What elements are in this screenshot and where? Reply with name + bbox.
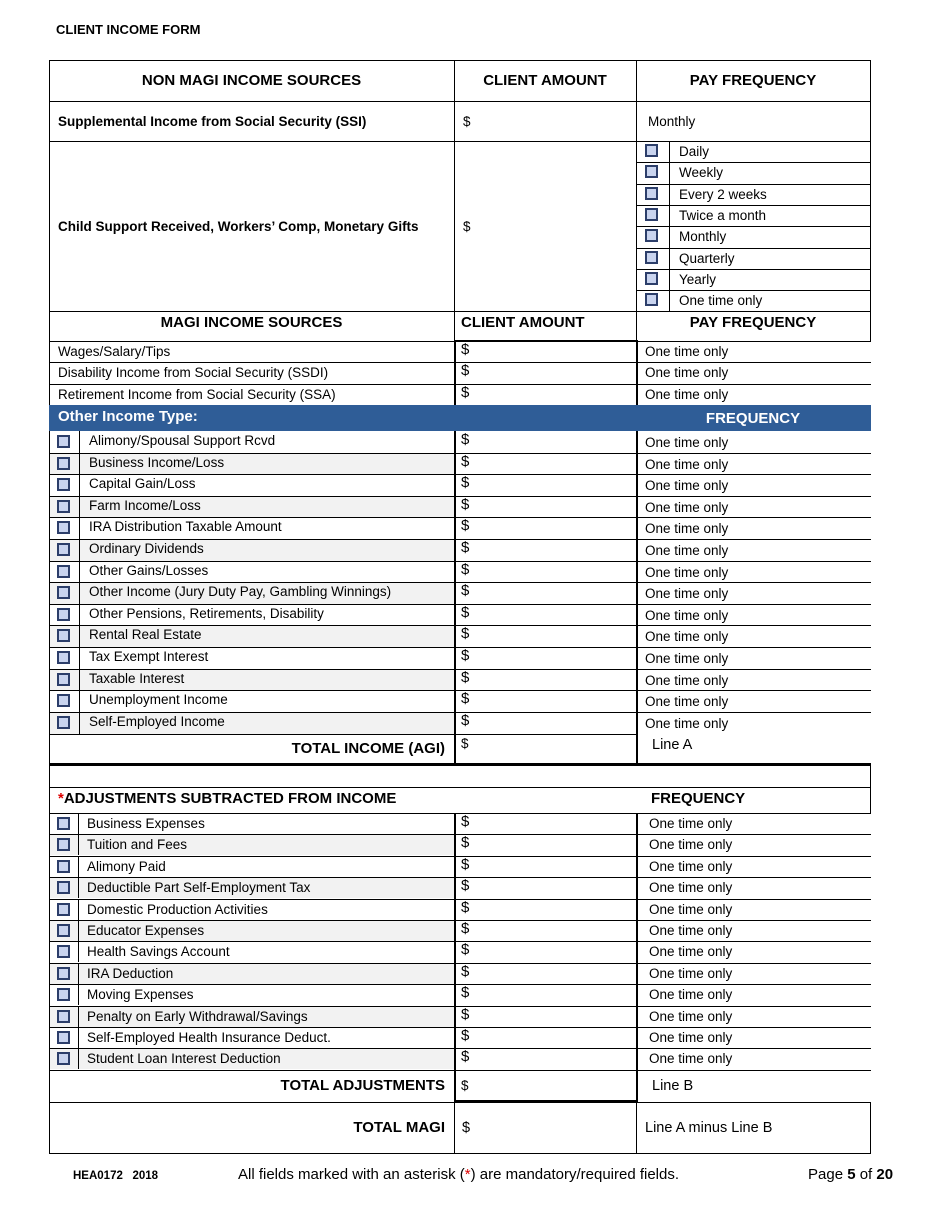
other-income-checkbox[interactable] [57, 500, 70, 513]
adjustment-label: Moving Expenses [87, 987, 194, 1002]
adjustment-label: Health Savings Account [87, 944, 230, 959]
other-income-label: Unemployment Income [89, 692, 228, 707]
other-income-amount-field[interactable]: $ [461, 647, 470, 664]
total-agi-amount-field[interactable]: $ [461, 736, 469, 751]
adjustment-checkbox[interactable] [57, 817, 70, 830]
magi-row-frequency: One time only [645, 344, 729, 359]
other-income-label: Self-Employed Income [89, 714, 225, 729]
adjustment-label: Student Loan Interest Deduction [87, 1051, 281, 1066]
total-agi-line: Line A [652, 737, 693, 753]
other-income-amount-field[interactable]: $ [461, 604, 470, 621]
adjustments-frequency-header: FREQUENCY [651, 790, 746, 807]
magi-header: MAGI INCOME SOURCES [160, 314, 343, 331]
magi-row-label: Wages/Salary/Tips [58, 344, 171, 359]
non-magi-header: NON MAGI INCOME SOURCES [141, 72, 362, 89]
other-income-amount-field[interactable]: $ [461, 712, 470, 729]
child-support-amount-field[interactable]: $ [463, 219, 471, 234]
adjustment-checkbox[interactable] [57, 924, 70, 937]
frequency-option-label: Weekly [679, 165, 724, 180]
frequency-option-label: Every 2 weeks [679, 187, 767, 202]
other-income-frequency: One time only [645, 500, 729, 515]
other-income-label: Farm Income/Loss [89, 498, 201, 513]
adjustment-frequency: One time only [649, 837, 733, 852]
other-income-amount-field[interactable]: $ [461, 669, 470, 686]
other-income-frequency: One time only [645, 521, 729, 536]
adjustment-frequency: One time only [649, 902, 733, 917]
other-income-checkbox[interactable] [57, 651, 70, 664]
adjustment-checkbox[interactable] [57, 881, 70, 894]
other-income-checkbox[interactable] [57, 629, 70, 642]
child-support-label: Child Support Received, Workers’ Comp, Monetary Gifts [58, 219, 419, 234]
adjustment-frequency: One time only [649, 987, 733, 1002]
ssi-frequency: Monthly [648, 114, 696, 129]
other-income-checkbox[interactable] [57, 716, 70, 729]
other-income-checkbox[interactable] [57, 694, 70, 707]
frequency-option-label: Quarterly [679, 251, 735, 266]
adjustment-amount-field[interactable]: $ [461, 899, 470, 916]
adjustment-checkbox[interactable] [57, 945, 70, 958]
other-income-amount-field[interactable]: $ [461, 625, 470, 642]
mandatory-note: All fields marked with an asterisk (*) are mandatory/required fields. [238, 1166, 680, 1183]
frequency-option-checkbox[interactable] [645, 293, 658, 306]
form-code: HEA0172 2018 [73, 1170, 159, 1182]
other-income-frequency: One time only [645, 543, 729, 558]
adjustment-amount-field[interactable]: $ [461, 1006, 470, 1023]
page-number: Page 5 of 20 [808, 1166, 894, 1183]
other-income-checkbox[interactable] [57, 673, 70, 686]
other-income-label: Other Pensions, Retirements, Disability [89, 606, 324, 621]
adjustment-frequency: One time only [649, 816, 733, 831]
adjustment-amount-field[interactable]: $ [461, 941, 470, 958]
other-income-amount-field[interactable]: $ [461, 474, 470, 491]
other-income-frequency: One time only [645, 457, 729, 472]
adjustment-frequency: One time only [649, 944, 733, 959]
other-income-label: Rental Real Estate [89, 627, 202, 642]
adjustment-label: Business Expenses [87, 816, 205, 831]
frequency-option-checkbox[interactable] [645, 229, 658, 242]
adjustment-checkbox[interactable] [57, 838, 70, 851]
other-income-frequency: One time only [645, 629, 729, 644]
magi-row-amount-field[interactable]: $ [461, 362, 470, 379]
total-magi-amount-field[interactable]: $ [462, 1120, 471, 1136]
ssi-label: Supplemental Income from Social Security (SSI) [58, 114, 367, 129]
other-income-amount-field[interactable]: $ [461, 496, 470, 513]
adjustment-frequency: One time only [649, 966, 733, 981]
other-income-checkbox[interactable] [57, 478, 70, 491]
adjustment-checkbox[interactable] [57, 1052, 70, 1065]
adjustment-frequency: One time only [649, 1030, 733, 1045]
adjustment-frequency: One time only [649, 880, 733, 895]
adjustment-checkbox[interactable] [57, 967, 70, 980]
other-income-frequency: One time only [645, 478, 729, 493]
adjustment-frequency: One time only [649, 1009, 733, 1024]
adjustment-label: Educator Expenses [87, 923, 205, 938]
total-adjustments-line: Line B [652, 1078, 694, 1094]
other-income-label: Other Gains/Losses [89, 563, 209, 578]
adjustment-amount-field[interactable]: $ [461, 1027, 470, 1044]
frequency-option-checkbox[interactable] [645, 272, 658, 285]
magi-frequency-header: PAY FREQUENCY [689, 314, 817, 331]
frequency-option-label: Yearly [679, 272, 717, 287]
other-income-frequency: One time only [645, 694, 729, 709]
adjustment-frequency: One time only [649, 1051, 733, 1066]
adjustment-checkbox[interactable] [57, 903, 70, 916]
other-income-frequency: One time only [645, 673, 729, 688]
total-agi-label: TOTAL INCOME (AGI) [291, 740, 445, 757]
adjustment-frequency: One time only [649, 923, 733, 938]
other-income-frequency: One time only [645, 565, 729, 580]
adjustment-frequency: One time only [649, 859, 733, 874]
magi-row-frequency: One time only [645, 365, 729, 380]
other-income-frequency: One time only [645, 586, 729, 601]
adjustments-header: *ADJUSTMENTS SUBTRACTED FROM INCOME [58, 790, 397, 807]
adjustment-amount-field[interactable]: $ [461, 856, 470, 873]
client-amount-header: CLIENT AMOUNT [483, 72, 607, 89]
frequency-option-checkbox[interactable] [645, 187, 658, 200]
total-magi-line: Line A minus Line B [645, 1120, 773, 1136]
other-income-amount-field[interactable]: $ [461, 690, 470, 707]
other-income-checkbox[interactable] [57, 457, 70, 470]
frequency-option-checkbox[interactable] [645, 144, 658, 157]
other-income-label: Business Income/Loss [89, 455, 225, 470]
other-income-frequency-header: FREQUENCY [705, 410, 801, 427]
other-income-label: Other Income (Jury Duty Pay, Gambling Winnings) [89, 584, 392, 599]
adjustment-checkbox[interactable] [57, 988, 70, 1001]
other-income-frequency: One time only [645, 716, 729, 731]
other-income-checkbox[interactable] [57, 586, 70, 599]
other-income-label: Alimony/Spousal Support Rcvd [89, 433, 276, 448]
ssi-amount-field[interactable]: $ [463, 114, 471, 129]
adjustment-amount-field[interactable]: $ [461, 877, 470, 894]
frequency-option-checkbox[interactable] [645, 251, 658, 264]
adjustment-amount-field[interactable]: $ [461, 813, 470, 830]
other-income-checkbox[interactable] [57, 543, 70, 556]
magi-row-frequency: One time only [645, 387, 729, 402]
other-income-checkbox[interactable] [57, 521, 70, 534]
adjustment-label: Tuition and Fees [87, 837, 188, 852]
adjustment-checkbox[interactable] [57, 860, 70, 873]
magi-row-amount-field[interactable]: $ [461, 341, 470, 358]
total-adjustments-amount-field[interactable]: $ [461, 1078, 469, 1093]
other-income-label: IRA Distribution Taxable Amount [89, 519, 282, 534]
frequency-option-checkbox[interactable] [645, 165, 658, 178]
adjustment-amount-field[interactable]: $ [461, 920, 470, 937]
total-adjustments-label: TOTAL ADJUSTMENTS [280, 1077, 445, 1094]
adjustment-amount-field[interactable]: $ [461, 963, 470, 980]
other-income-frequency: One time only [645, 435, 729, 450]
other-income-label: Ordinary Dividends [89, 541, 204, 556]
total-magi-label: TOTAL MAGI [353, 1119, 445, 1136]
frequency-option-label: Twice a month [679, 208, 767, 223]
adjustment-checkbox[interactable] [57, 1010, 70, 1023]
adjustment-amount-field[interactable]: $ [461, 834, 470, 851]
adjustment-amount-field[interactable]: $ [461, 984, 470, 1001]
other-income-amount-field[interactable]: $ [461, 561, 470, 578]
adjustment-amount-field[interactable]: $ [461, 1048, 470, 1065]
other-income-label: Taxable Interest [89, 671, 185, 686]
adjustment-label: Deductible Part Self-Employment Tax [87, 880, 311, 895]
adjustment-label: IRA Deduction [87, 966, 174, 981]
frequency-option-checkbox[interactable] [645, 208, 658, 221]
adjustment-label: Penalty on Early Withdrawal/Savings [87, 1009, 308, 1024]
magi-row-label: Disability Income from Social Security (SSDI) [58, 365, 329, 380]
adjustment-label: Domestic Production Activities [87, 902, 268, 917]
other-income-checkbox[interactable] [57, 435, 70, 448]
other-income-label: Tax Exempt Interest [89, 649, 209, 664]
frequency-option-label: Monthly [679, 229, 727, 244]
other-income-checkbox[interactable] [57, 565, 70, 578]
magi-row-amount-field[interactable]: $ [461, 384, 470, 401]
magi-row-label: Retirement Income from Social Security (SSA) [58, 387, 336, 402]
adjustment-label: Alimony Paid [87, 859, 166, 874]
pay-frequency-header: PAY FREQUENCY [689, 72, 817, 89]
other-income-label: Capital Gain/Loss [89, 476, 196, 491]
other-income-amount-field[interactable]: $ [461, 517, 470, 534]
other-income-amount-field[interactable]: $ [461, 582, 470, 599]
other-income-header: Other Income Type: [58, 408, 198, 425]
magi-amount-header: CLIENT AMOUNT [461, 314, 585, 331]
frequency-option-label: One time only [679, 293, 763, 308]
adjustment-label: Self-Employed Health Insurance Deduct. [87, 1030, 331, 1045]
adjustment-checkbox[interactable] [57, 1031, 70, 1044]
other-income-amount-field[interactable]: $ [461, 453, 470, 470]
other-income-amount-field[interactable]: $ [461, 431, 470, 448]
other-income-checkbox[interactable] [57, 608, 70, 621]
other-income-frequency: One time only [645, 608, 729, 623]
other-income-frequency: One time only [645, 651, 729, 666]
other-income-amount-field[interactable]: $ [461, 539, 470, 556]
frequency-option-label: Daily [679, 144, 710, 159]
form-title: CLIENT INCOME FORM [56, 22, 201, 37]
